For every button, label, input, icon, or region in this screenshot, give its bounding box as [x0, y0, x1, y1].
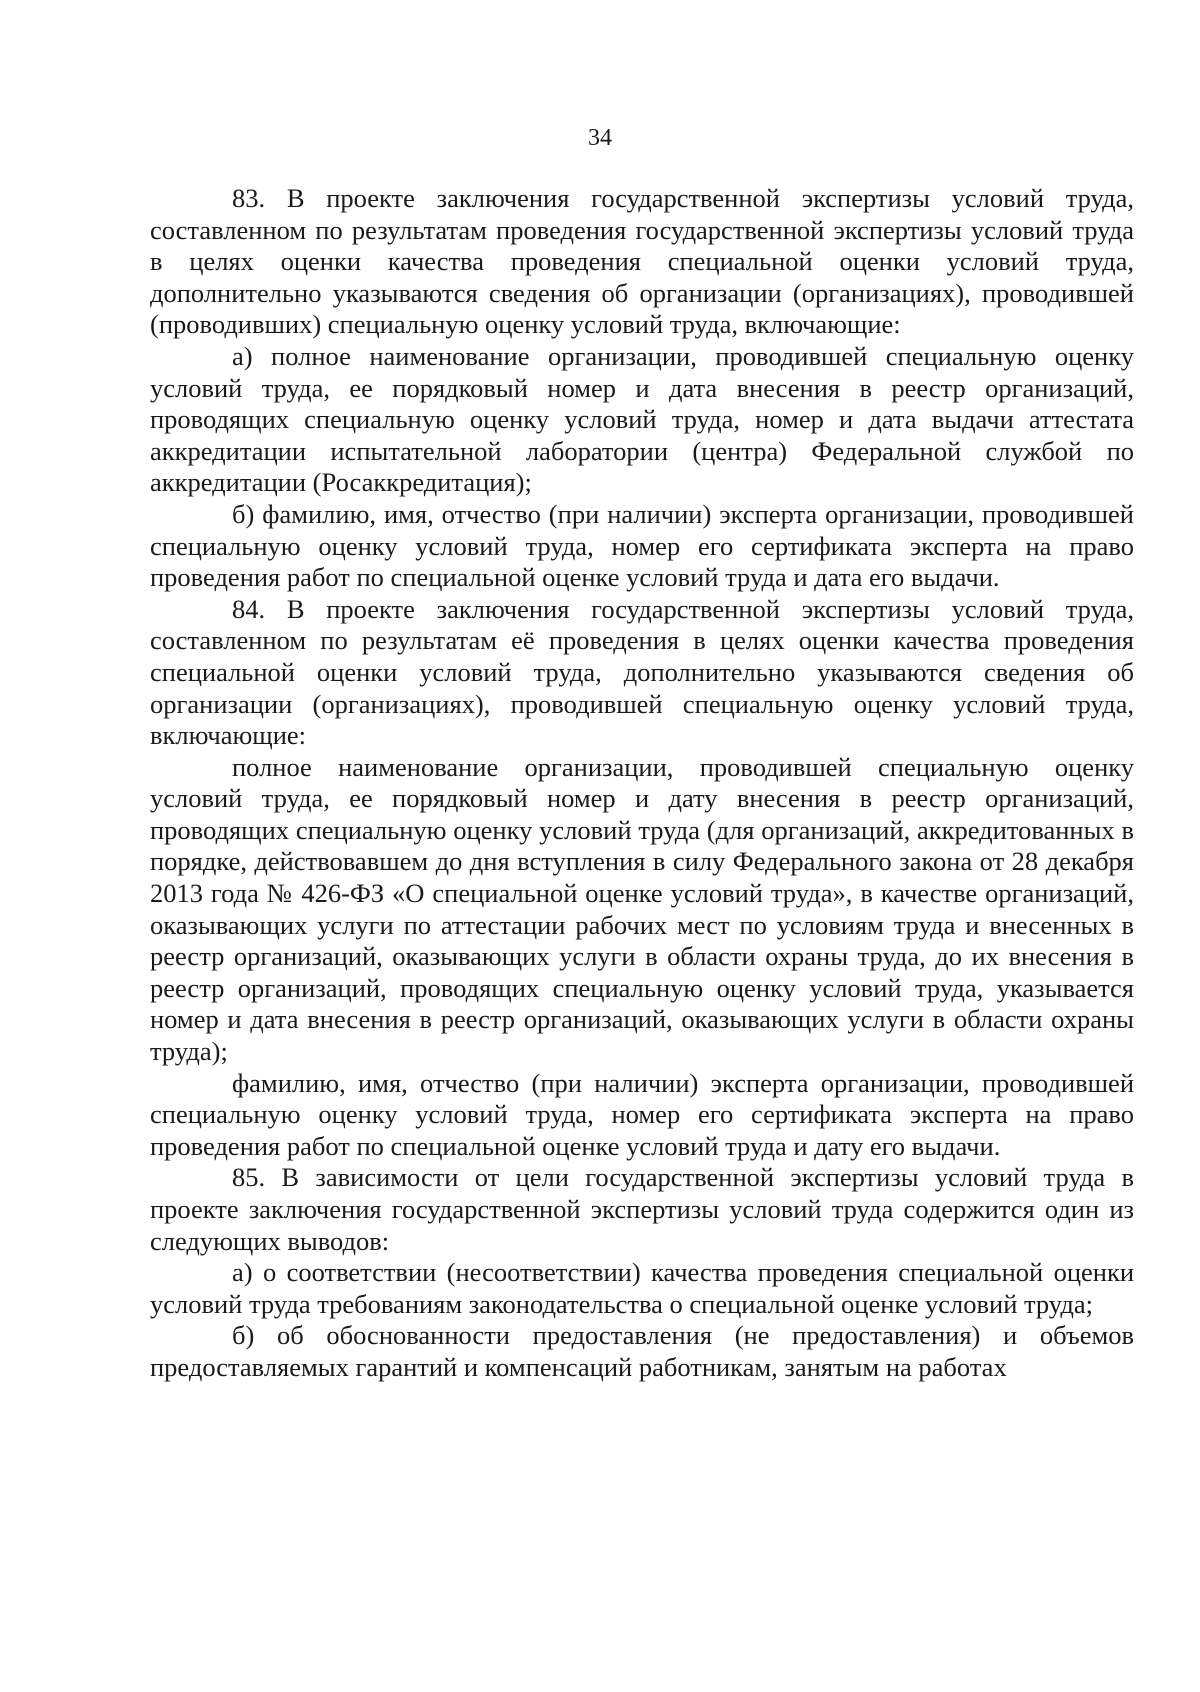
paragraph-84-org-name: полное наименование организации, проводившей специальную оценку условий труда, ее порядковый номер и дату внесения в реестр организаций, проводящих специальную оценку условий труда (для организаций, аккредитованных в порядке, действовавшем до дня вступления в силу Федерального закона от 28 декабря 2013 года № 426-ФЗ «О специальной оценке условий труда», в качестве организаций, оказывающих услуги по аттестации рабочих мест по условиям труда и внесенных в реестр организаций, оказывающих услуги в области охраны труда, до их внесения в реестр организаций, проводящих специальную оценку условий труда, указывается номер и дата внесения в реестр организаций, оказывающих услуги в области охраны труда); — [150, 751, 1134, 1067]
paragraph-84: 84. В проекте заключения государственной экспертизы условий труда, составленном по результатам её проведения в целях оценки качества проведения специальной оценки условий труда, дополнительно указываются сведения об организации (организациях), проводившей специальную оценку условий труда, включающие: — [150, 593, 1134, 751]
paragraph-83: 83. В проекте заключения государственной экспертизы условий труда, составленном по результатам проведения государственной экспертизы условий труда в целях оценки качества проведения специальной оценки условий труда, дополнительно указываются сведения об организации (организациях), проводившей (проводивших) специальную оценку условий труда, включающие: — [150, 183, 1134, 340]
paragraph-84-expert-name: фамилию, имя, отчество (при наличии) эксперта организации, проводившей специальную оценку условий труда, номер его сертификата эксперта на право проведения работ по специальной оценке условий труда и дату его выдачи. — [150, 1067, 1134, 1161]
paragraph-83-a: а) полное наименование организации, проводившей специальную оценку условий труда, ее порядковый номер и дата внесения в реестр организаций, проводящих специальную оценку условий труда, номер и дата выдачи аттестата аккредитации испытательной лаборатории (центра) Федеральной службой по аккредитации (Росаккредитация); — [150, 340, 1134, 498]
page-number: 34 — [588, 125, 612, 151]
paragraph-83-b: б) фамилию, имя, отчество (при наличии) эксперта организации, проводившей специальную оценку условий труда, номер его сертификата эксперта на право проведения работ по специальной оценке условий труда и дата его выдачи. — [150, 498, 1134, 593]
body-text — [150, 183, 1134, 1384]
paragraph-85: 85. В зависимости от цели государственной экспертизы условий труда в проекте заключения государственной экспертизы условий труда содержится один из следующих выводов: — [150, 1162, 1134, 1256]
paragraph-85-a: а) о соответствии (несоответствии) качества проведения специальной оценки условий труда требованиям законодательства о специальной оценке условий труда; — [150, 1257, 1134, 1319]
paragraph-85-b: б) об обоснованности предоставления (не предоставления) и объемов предоставляемых гарантий и компенсаций работникам, занятым на работах — [150, 1320, 1134, 1382]
